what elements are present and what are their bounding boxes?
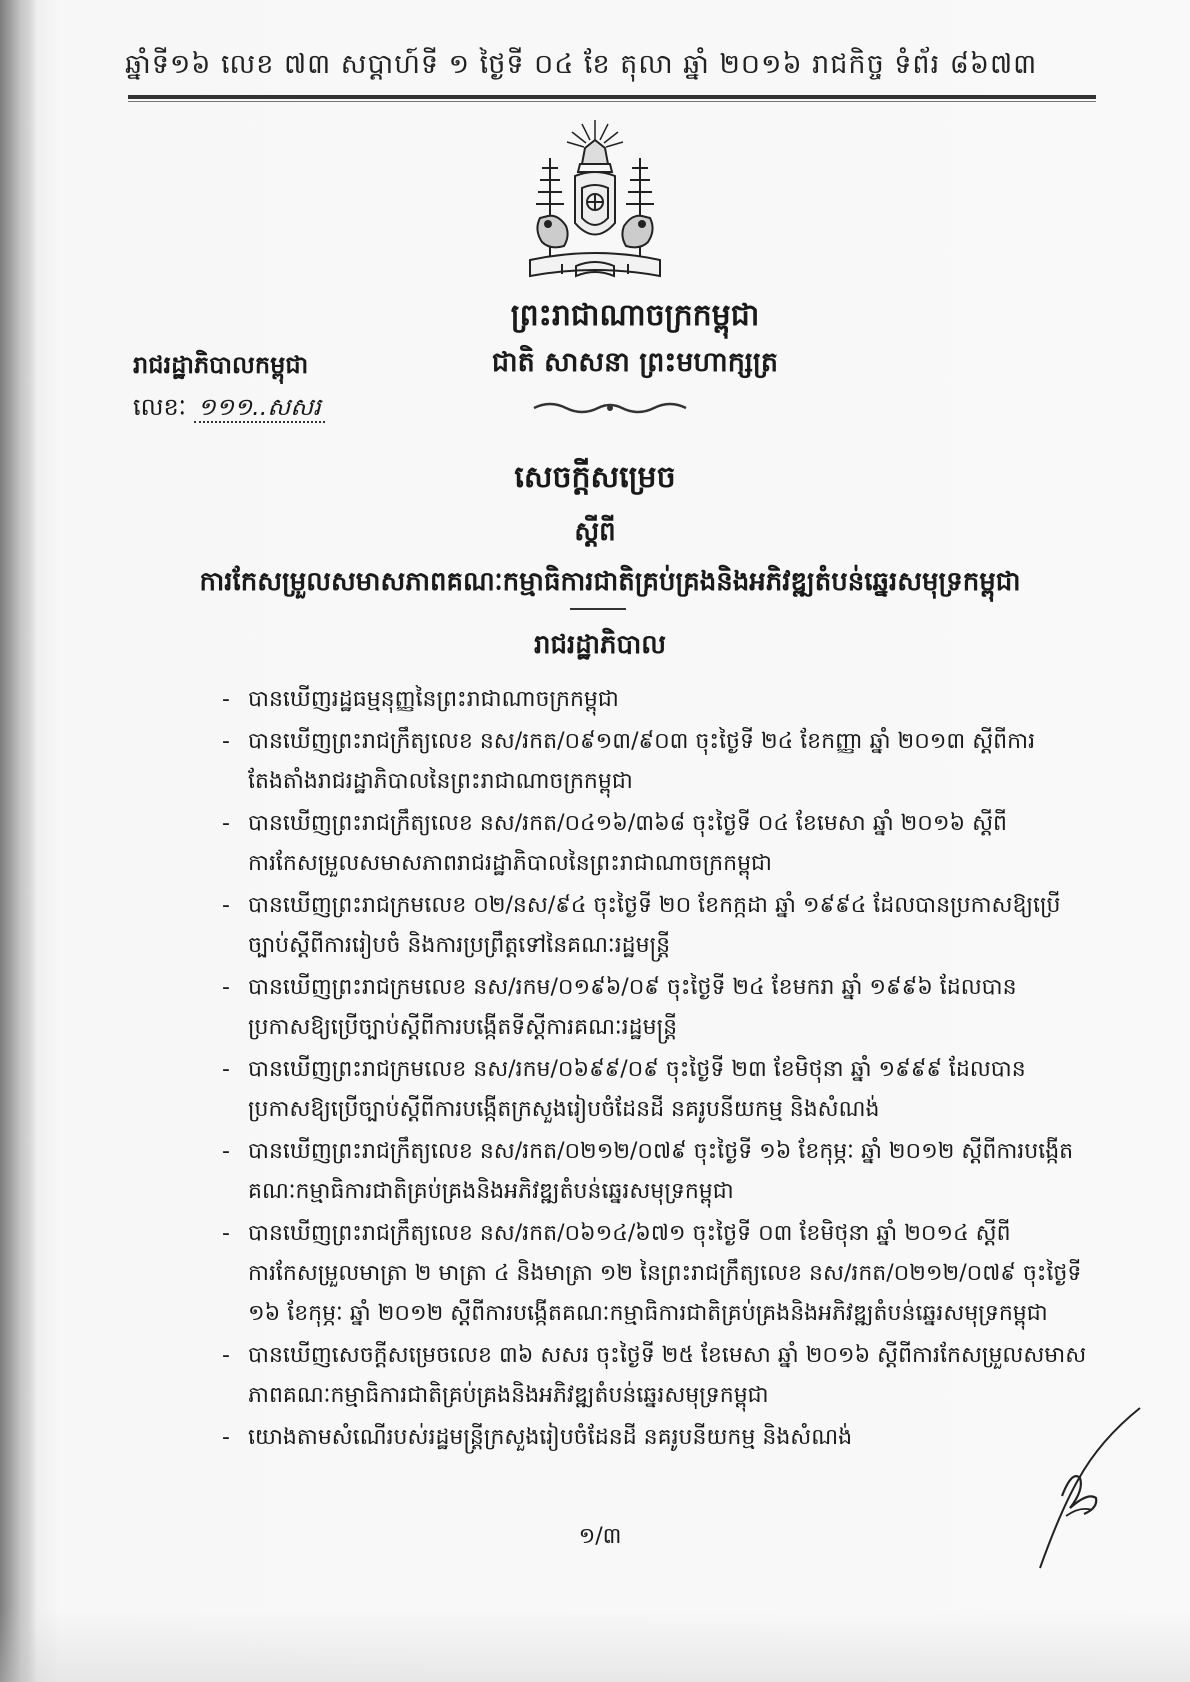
gazette-header: ឆ្នាំទី១៦ លេខ ៧៣ សប្តាហ៍ទី ១ ថ្ងៃទី ០៤ ខែ តុលា ឆ្នាំ ២០១៦ រាជកិច្ច ទំព័រ ៨៦៧៣ <box>125 49 1038 80</box>
national-motto: ជាតិ សាសនា ព្រះមហាក្សត្រ <box>491 347 779 378</box>
consideration-item: - បានឃើញព្រះរាជក្រមលេខ នស/រកម/០៦៩៩/០៩ ចុះថ្ងៃទី ២៣ ខែមិថុនា ឆ្នាំ ១៩៩៩ ដែលបានប្រកាសឱ្យប្រើច្បាប់ស្តីពីការបង្កើតក្រសួងរៀបចំដែនដី នគរូបនីយកម្ម និងសំណង់ <box>228 1050 1090 1130</box>
document-number-value: ១១១..សសរ <box>194 393 325 423</box>
kingdom-title: ព្រះរាជាណាចក្រកម្ពុជា <box>510 298 760 333</box>
header-rule-thin <box>128 101 1096 102</box>
consideration-item: - បានឃើញព្រះរាជក្រមលេខ ០២/នស/៩៤ ចុះថ្ងៃទី ២០ ខែកក្កដា ឆ្នាំ ១៩៩៤ ដែលបានប្រកាសឱ្យប្រើច្បាប់ស្តីពីការរៀបចំ និងការប្រព្រឹត្តទៅនៃគណៈរដ្ឋមន្ត្រី <box>228 886 1090 966</box>
handwritten-initial-signature <box>1000 1400 1150 1570</box>
consideration-item: - បានឃើញព្រះរាជក្រឹត្យលេខ នស/រកត/០៤១៦/៣៦៨ ចុះថ្ងៃទី ០៤ ខែមេសា ឆ្នាំ ២០១៦ ស្តីពីការកែសម្រួលសមាសភាពរាជរដ្ឋាភិបាលនៃព្រះរាជាណាចក្រកម្ពុជា <box>228 804 1090 884</box>
consideration-item: - បានឃើញព្រះរាជក្រឹត្យលេខ នស/រកត/០៩១៣/៩០៣ ចុះថ្ងៃទី ២៤ ខែកញ្ញា ឆ្នាំ ២០១៣ ស្តីពីការតែងតាំងរាជរដ្ឋាភិបាលនៃព្រះរាជាណាចក្រកម្ពុជា <box>228 722 1090 802</box>
document-number <box>133 392 325 427</box>
scan-edge-shadow <box>0 0 36 1682</box>
consideration-item: - បានឃើញព្រះរាជក្រឹត្យលេខ នស/រកត/០៦១៤/៦៧១ ចុះថ្ងៃទី ០៣ ខែមិថុនា ឆ្នាំ ២០១៤ ស្តីពីការកែសម្រួលមាត្រា ២ មាត្រា ៤ និងមាត្រា ១២ នៃព្រះរាជក្រឹត្យលេខ នស/រកត/០២១២/០៧៩ ចុះថ្ងៃទី ១៦ ខែកុម្ភៈ ឆ្នាំ ២០១២ ស្តីពីការបង្កើតគណៈកម្មាធិការជាតិគ្រប់គ្រងនិងអភិវឌ្ឍតំបន់ឆ្នេរសមុទ្រកម្ពុជា <box>228 1214 1090 1334</box>
document-subject: ការកែសម្រួលសមាសភាពគណៈកម្មាធិការជាតិគ្រប់គ្រងនិងអភិវឌ្ឍតំបន់ឆ្នេរសមុទ្រកម្ពុជា <box>199 567 1021 597</box>
royal-coat-of-arms-icon <box>520 118 670 288</box>
consideration-item: - យោងតាមសំណើរបស់រដ្ឋមន្ត្រីក្រសួងរៀបចំដែនដី នគរូបនីយកម្ម និងសំណង់ <box>228 1418 1090 1458</box>
consideration-item: - បានឃើញសេចក្តីសម្រេចលេខ ៣៦ សសរ ចុះថ្ងៃទី ២៥ ខែមេសា ឆ្នាំ ២០១៦ ស្តីពីការកែសម្រួលសមាសភាពគណៈកម្មាធិការជាតិគ្រប់គ្រងនិងអភិវឌ្ឍតំបន់ឆ្នេរសមុទ្រកម្ពុជា <box>228 1336 1090 1416</box>
consideration-item: - បានឃើញព្រះរាជក្រឹត្យលេខ នស/រកត/០២១២/០៧៩ ចុះថ្ងៃទី ១៦ ខែកុម្ភៈ ឆ្នាំ ២០១២ ស្តីពីការបង្កើតគណៈកម្មាធិការជាតិគ្រប់គ្រងនិងអភិវឌ្ឍតំបន់ឆ្នេរសមុទ្រកម្ពុជា <box>228 1132 1090 1212</box>
on-label: ស្តីពី <box>574 517 616 547</box>
ornament-divider-icon <box>530 400 690 416</box>
document-number-label: លេខៈ <box>133 393 187 421</box>
header-rule <box>128 95 1096 99</box>
scan-bottom-shadow <box>0 1610 1190 1682</box>
consideration-item: - បានឃើញរដ្ឋធម្មនុញ្ញនៃព្រះរាជាណាចក្រកម្ពុជា <box>228 680 1090 720</box>
page-number: ១/៣ <box>578 1524 622 1549</box>
government-name: រាជរដ្ឋាភិបាលកម្ពុជា <box>133 351 309 379</box>
considerations-list <box>228 680 1090 1460</box>
consideration-item: - បានឃើញព្រះរាជក្រមលេខ នស/រកម/០១៩៦/០៩ ចុះថ្ងៃទី ២៤ ខែមករា ឆ្នាំ ១៩៩៦ ដែលបានប្រកាសឱ្យប្រើច្បាប់ស្តីពីការបង្កើតទីស្តីការគណៈរដ្ឋមន្ត្រី <box>228 968 1090 1048</box>
subject-divider <box>570 608 626 610</box>
document-type-title: សេចក្តីសម្រេច <box>514 460 676 495</box>
issuing-authority: រាជរដ្ឋាភិបាល <box>533 630 667 660</box>
